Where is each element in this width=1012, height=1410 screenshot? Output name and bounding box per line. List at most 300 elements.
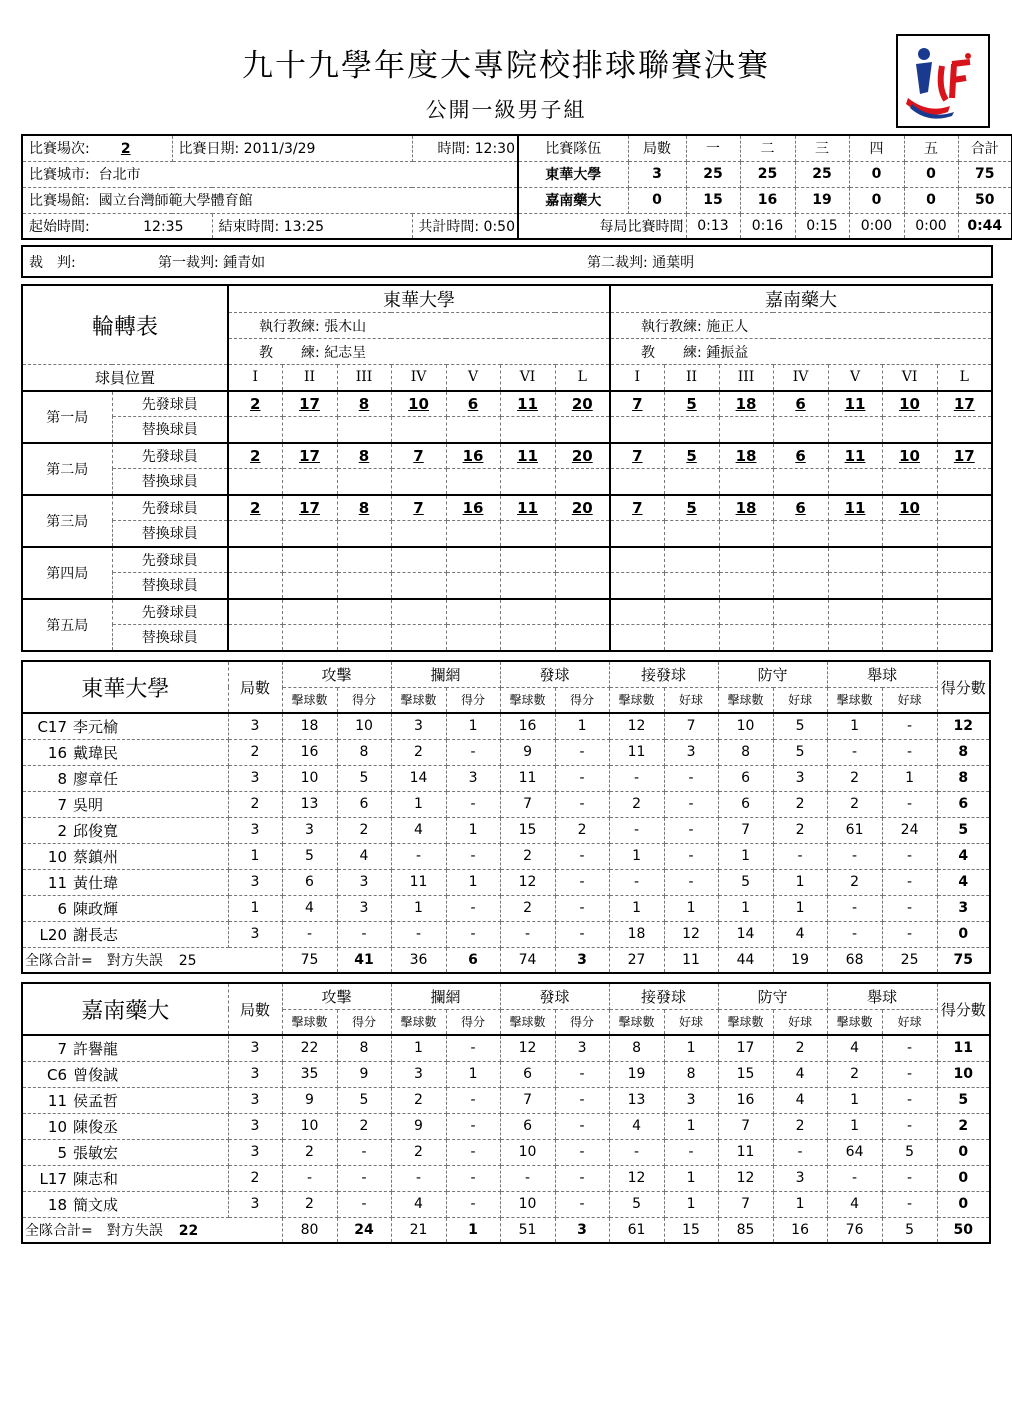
stat-value: -	[446, 1087, 500, 1113]
stat-value: 19	[609, 1061, 664, 1087]
starter-b: 6	[773, 443, 828, 469]
stat-value: 22	[282, 1035, 337, 1061]
player-points: 11	[937, 1035, 990, 1061]
sub-a	[446, 573, 500, 599]
stat-value: 3	[391, 713, 446, 739]
stat-value: 15	[500, 817, 555, 843]
table-row	[22, 895, 990, 921]
stat-value: -	[446, 1113, 500, 1139]
sub-a	[337, 573, 391, 599]
team-b-set1: 15	[686, 187, 740, 213]
stat-value: 10	[500, 1191, 555, 1217]
total-value: 16	[773, 1217, 827, 1243]
stat-value: 15	[718, 1061, 773, 1087]
total-value: 24	[337, 1217, 391, 1243]
stat-value: -	[664, 1139, 718, 1165]
stats-sub-header: 好球	[773, 1009, 827, 1035]
total-header: 合計	[958, 135, 1012, 161]
stat-value: -	[446, 843, 500, 869]
stat-value: 16	[282, 739, 337, 765]
player-cell	[22, 1087, 228, 1113]
stat-value: 9	[337, 1061, 391, 1087]
stat-value: 4	[282, 895, 337, 921]
team-a-stats-table	[21, 660, 991, 974]
stat-value: 2	[391, 739, 446, 765]
table-row	[22, 1139, 990, 1165]
starter-a: 6	[446, 391, 500, 417]
starter-b	[828, 599, 882, 625]
sub-b	[773, 469, 828, 495]
sub-a	[228, 417, 282, 443]
stats-sub-header: 擊球數	[391, 1009, 446, 1035]
starter-a: 17	[282, 391, 337, 417]
total-value: 44	[718, 947, 773, 973]
stats-sub-header: 擊球數	[718, 687, 773, 713]
starter-b: 17	[937, 443, 992, 469]
stat-value: 16	[718, 1087, 773, 1113]
team-a-name: 東華大學	[518, 161, 628, 187]
player-number: 7	[57, 795, 67, 814]
exec-coach-b: 施正人	[706, 318, 749, 335]
stat-value: 2	[609, 791, 664, 817]
stat-value: 8	[609, 1035, 664, 1061]
coach-b: 鍾振益	[706, 344, 749, 361]
stat-value: 11	[609, 739, 664, 765]
starter-b: 5	[664, 495, 719, 521]
starter-b	[828, 547, 882, 573]
stat-value: 1	[827, 1087, 882, 1113]
player-points: 0	[937, 1139, 990, 1165]
starter-b	[719, 547, 773, 573]
total-time: 0:50	[483, 218, 515, 235]
coach-label-b: 教 練:	[641, 344, 702, 361]
player-points: 5	[937, 817, 990, 843]
starter-a: 16	[446, 495, 500, 521]
stat-value: 1	[773, 869, 827, 895]
player-number: 6	[57, 899, 67, 918]
starter-a: 8	[337, 495, 391, 521]
time-label: 時間:	[437, 141, 471, 158]
player-cell	[22, 1113, 228, 1139]
player-sets: 2	[228, 791, 282, 817]
player-cell	[22, 1191, 228, 1217]
stat-value: -	[391, 843, 446, 869]
starter-b	[882, 547, 937, 573]
player-sets: 3	[228, 1035, 282, 1061]
coach-a: 紀志呈	[324, 344, 367, 361]
total-value: 5	[882, 1217, 937, 1243]
sub-b	[937, 521, 992, 547]
starter-label: 先發球員	[112, 391, 228, 417]
table-row	[22, 1087, 990, 1113]
stat-value: -	[555, 765, 609, 791]
match-info-table	[21, 134, 1012, 240]
stat-value: 4	[773, 1061, 827, 1087]
set-time-1: 0:13	[686, 213, 740, 239]
city-label: 比賽城市:	[29, 167, 90, 183]
sub-a	[500, 625, 555, 651]
stats-sub-header: 擊球數	[609, 1009, 664, 1035]
player-sets: 3	[228, 817, 282, 843]
team-b-set3: 19	[795, 187, 849, 213]
starter-a: 17	[282, 495, 337, 521]
team-b-name: 嘉南藥大	[518, 187, 628, 213]
player-cell	[22, 765, 228, 791]
stats-group-header: 防守	[718, 661, 827, 687]
stat-value: 6	[337, 791, 391, 817]
player-name: 謝長志	[73, 925, 119, 944]
stat-value: 9	[500, 739, 555, 765]
stat-value: -	[664, 817, 718, 843]
stats-group-header: 發球	[500, 983, 609, 1009]
stats-group-header: 防守	[718, 983, 827, 1009]
table-row	[22, 921, 990, 947]
sub-b	[664, 417, 719, 443]
starter-b	[937, 547, 992, 573]
player-number: L17	[39, 1169, 67, 1188]
stats-sub-header: 擊球數	[282, 687, 337, 713]
sub-a	[391, 625, 446, 651]
stat-value: 5	[337, 1087, 391, 1113]
stat-value: -	[827, 1165, 882, 1191]
stat-value: 7	[664, 713, 718, 739]
sub-a	[228, 521, 282, 547]
starter-a	[282, 547, 337, 573]
stat-value: -	[337, 1165, 391, 1191]
player-cell	[22, 739, 228, 765]
sub-a	[446, 521, 500, 547]
table-row	[22, 739, 990, 765]
player-cell	[22, 843, 228, 869]
stat-value: -	[446, 1165, 500, 1191]
stat-value: 1	[718, 895, 773, 921]
player-cell	[22, 869, 228, 895]
sub-b	[719, 625, 773, 651]
starter-b: 18	[719, 443, 773, 469]
stats-sub-header: 好球	[664, 687, 718, 713]
stats-sub-header: 好球	[882, 687, 937, 713]
stat-value: -	[555, 739, 609, 765]
stat-value: 10	[500, 1139, 555, 1165]
player-points: 3	[937, 895, 990, 921]
sub-a	[337, 521, 391, 547]
starter-a	[337, 547, 391, 573]
stat-value: 5	[337, 765, 391, 791]
stat-value: 10	[282, 765, 337, 791]
player-number: 8	[57, 769, 67, 788]
player-name: 蔡鎮州	[73, 847, 119, 866]
stats-sub-header: 得分	[555, 1009, 609, 1035]
total-label: 全隊合計=	[25, 952, 93, 969]
sub-b	[773, 573, 828, 599]
federation-logo	[896, 34, 990, 128]
total-points: 75	[937, 947, 990, 973]
stat-value: 7	[500, 791, 555, 817]
team-a-sets: 3	[628, 161, 686, 187]
starter-a: 20	[555, 391, 610, 417]
stat-value: 5	[609, 1191, 664, 1217]
player-cell	[22, 895, 228, 921]
player-points: 6	[937, 791, 990, 817]
stats-sub-header: 得分	[446, 687, 500, 713]
player-cell	[22, 1139, 228, 1165]
stat-value: 61	[827, 817, 882, 843]
stat-value: 4	[337, 843, 391, 869]
stat-value: 18	[282, 713, 337, 739]
stat-value: -	[882, 1165, 937, 1191]
table-row	[22, 1191, 990, 1217]
coach-label-a: 教 練:	[259, 344, 320, 361]
position-header: V	[446, 365, 500, 391]
player-name: 邱俊寬	[73, 821, 119, 840]
stat-value: 7	[500, 1087, 555, 1113]
player-number: 11	[47, 873, 67, 892]
stat-value: 12	[500, 869, 555, 895]
second-referee: 通葉明	[652, 254, 695, 271]
stat-value: -	[882, 1113, 937, 1139]
player-cell	[22, 791, 228, 817]
set-time-4: 0:00	[849, 213, 904, 239]
stat-value: 3	[773, 1165, 827, 1191]
player-number: 16	[47, 743, 67, 762]
sub-b	[937, 625, 992, 651]
player-number: 10	[47, 847, 67, 866]
sub-a	[282, 469, 337, 495]
stat-value: -	[282, 921, 337, 947]
stat-value: 14	[391, 765, 446, 791]
starter-b: 7	[610, 495, 664, 521]
sub-a	[282, 625, 337, 651]
player-name: 簡文成	[73, 1195, 119, 1214]
sub-b	[664, 521, 719, 547]
starter-b	[610, 547, 664, 573]
table-row	[22, 869, 990, 895]
stat-value: 1	[446, 1061, 500, 1087]
total-value: 75	[282, 947, 337, 973]
sub-b	[937, 417, 992, 443]
starter-a	[337, 599, 391, 625]
stat-value: -	[664, 869, 718, 895]
player-sets: 3	[228, 713, 282, 739]
sub-a	[228, 469, 282, 495]
position-header: VI	[882, 365, 937, 391]
starter-label: 先發球員	[112, 599, 228, 625]
stat-value: 4	[609, 1113, 664, 1139]
stat-value: -	[882, 1191, 937, 1217]
stat-value: -	[882, 791, 937, 817]
stat-value: -	[337, 1139, 391, 1165]
start-label: 起始時間:	[29, 218, 90, 235]
opp-errors-label: 對方失誤	[106, 952, 163, 969]
total-points: 50	[937, 1217, 990, 1243]
stat-value: -	[664, 791, 718, 817]
starter-b	[719, 599, 773, 625]
stat-value: 6	[718, 765, 773, 791]
player-cell	[22, 1035, 228, 1061]
sub-label: 替換球員	[112, 417, 228, 443]
sub-label: 替換球員	[112, 625, 228, 651]
starter-b	[937, 599, 992, 625]
table-row	[22, 713, 990, 739]
total-value: 27	[609, 947, 664, 973]
set-label: 第一局	[22, 391, 112, 443]
sub-a	[555, 417, 610, 443]
sub-a	[228, 573, 282, 599]
table-row	[22, 1061, 990, 1087]
stat-value: -	[555, 1165, 609, 1191]
stat-value: 12	[500, 1035, 555, 1061]
stat-value: 2	[500, 895, 555, 921]
end-time: 13:25	[283, 218, 325, 235]
stat-value: 12	[609, 713, 664, 739]
stat-value: -	[882, 739, 937, 765]
sub-a	[500, 521, 555, 547]
venue: 國立台灣師範大學體育館	[98, 193, 253, 209]
sub-b	[610, 417, 664, 443]
stat-value: -	[555, 1139, 609, 1165]
stats-sub-header: 得分	[555, 687, 609, 713]
stat-value: 17	[718, 1035, 773, 1061]
stat-value: -	[446, 1139, 500, 1165]
stat-value: 1	[609, 843, 664, 869]
start-time: 12:35	[143, 218, 184, 235]
sub-b	[882, 573, 937, 599]
set-time-5: 0:00	[904, 213, 958, 239]
player-number: 18	[47, 1195, 67, 1214]
table-row	[22, 1165, 990, 1191]
starter-a	[446, 547, 500, 573]
table-row	[22, 843, 990, 869]
sub-a	[228, 625, 282, 651]
player-name: 黃仕瑋	[73, 873, 119, 892]
stat-value: -	[555, 1113, 609, 1139]
stat-value: 1	[882, 765, 937, 791]
position-header: V	[828, 365, 882, 391]
total-value: 19	[773, 947, 827, 973]
stat-value: -	[446, 1035, 500, 1061]
set-label: 第五局	[22, 599, 112, 651]
stat-value: 4	[773, 921, 827, 947]
stat-value: -	[882, 869, 937, 895]
sub-b	[882, 625, 937, 651]
stat-value: -	[609, 1139, 664, 1165]
total-value: 36	[391, 947, 446, 973]
sub-a	[555, 625, 610, 651]
total-value: 80	[282, 1217, 337, 1243]
starter-label: 先發球員	[112, 547, 228, 573]
stats-team-name: 嘉南藥大	[22, 983, 228, 1035]
starter-a	[500, 547, 555, 573]
starter-a: 16	[446, 443, 500, 469]
stat-value: 1	[391, 791, 446, 817]
sub-b	[664, 625, 719, 651]
set-time-3: 0:15	[795, 213, 849, 239]
set-time-label: 每局比賽時間	[518, 213, 686, 239]
stat-value: 10	[282, 1113, 337, 1139]
starter-a: 8	[337, 443, 391, 469]
set-label-1: 一	[686, 135, 740, 161]
player-points: 0	[937, 1165, 990, 1191]
stats-sub-header: 得分	[337, 687, 391, 713]
stat-value: -	[555, 1061, 609, 1087]
stat-value: 13	[609, 1087, 664, 1113]
stat-value: 4	[827, 1191, 882, 1217]
sub-b	[610, 625, 664, 651]
sub-a	[500, 573, 555, 599]
starter-b: 10	[882, 391, 937, 417]
position-header: II	[664, 365, 719, 391]
starter-a: 7	[391, 443, 446, 469]
stat-value: 1	[391, 895, 446, 921]
table-row	[22, 791, 990, 817]
stat-value: -	[446, 1191, 500, 1217]
stat-value: 2	[827, 1061, 882, 1087]
sub-a	[391, 573, 446, 599]
stats-sub-header: 擊球數	[282, 1009, 337, 1035]
total-value: 41	[337, 947, 391, 973]
player-points: 12	[937, 713, 990, 739]
opp-errors: 25	[178, 952, 197, 969]
stats-sub-header: 得分	[337, 1009, 391, 1035]
second-referee-label: 第二裁判:	[587, 254, 648, 271]
sub-b	[828, 521, 882, 547]
starter-label: 先發球員	[112, 443, 228, 469]
stat-value: 3	[664, 739, 718, 765]
team-b-set2: 16	[740, 187, 795, 213]
stat-value: -	[500, 921, 555, 947]
stats-sub-header: 擊球數	[718, 1009, 773, 1035]
player-cell	[22, 1061, 228, 1087]
player-points: 0	[937, 1191, 990, 1217]
player-name: 陳政輝	[73, 899, 119, 918]
starter-b: 11	[828, 495, 882, 521]
total-value: 74	[500, 947, 555, 973]
exec-coach-a: 張木山	[324, 318, 367, 335]
stats-sub-header: 擊球數	[827, 1009, 882, 1035]
player-points: 10	[937, 1061, 990, 1087]
stats-points-header: 得分數	[937, 983, 990, 1035]
stat-value: 3	[282, 817, 337, 843]
starter-a	[228, 547, 282, 573]
player-number: 10	[47, 1117, 67, 1136]
starter-a: 20	[555, 443, 610, 469]
totals-cell	[22, 1217, 282, 1243]
stat-value: 3	[391, 1061, 446, 1087]
total-value: 3	[555, 1217, 609, 1243]
player-points: 8	[937, 739, 990, 765]
total-value: 11	[664, 947, 718, 973]
table-row	[22, 817, 990, 843]
stat-value: 8	[337, 739, 391, 765]
table-row	[22, 1113, 990, 1139]
sub-a	[500, 469, 555, 495]
stat-value: -	[882, 1035, 937, 1061]
starter-a: 11	[500, 391, 555, 417]
player-name: 陳俊丞	[73, 1117, 119, 1136]
starter-b: 17	[937, 391, 992, 417]
stat-value: -	[882, 843, 937, 869]
stat-value: -	[882, 713, 937, 739]
sub-b	[719, 521, 773, 547]
sub-b	[664, 469, 719, 495]
total-value: 15	[664, 1217, 718, 1243]
total-value: 76	[827, 1217, 882, 1243]
venue-label: 比賽場館:	[29, 193, 90, 209]
stat-value: 18	[609, 921, 664, 947]
stat-value: -	[391, 1165, 446, 1191]
set-label-3: 三	[795, 135, 849, 161]
total-value: 25	[882, 947, 937, 973]
